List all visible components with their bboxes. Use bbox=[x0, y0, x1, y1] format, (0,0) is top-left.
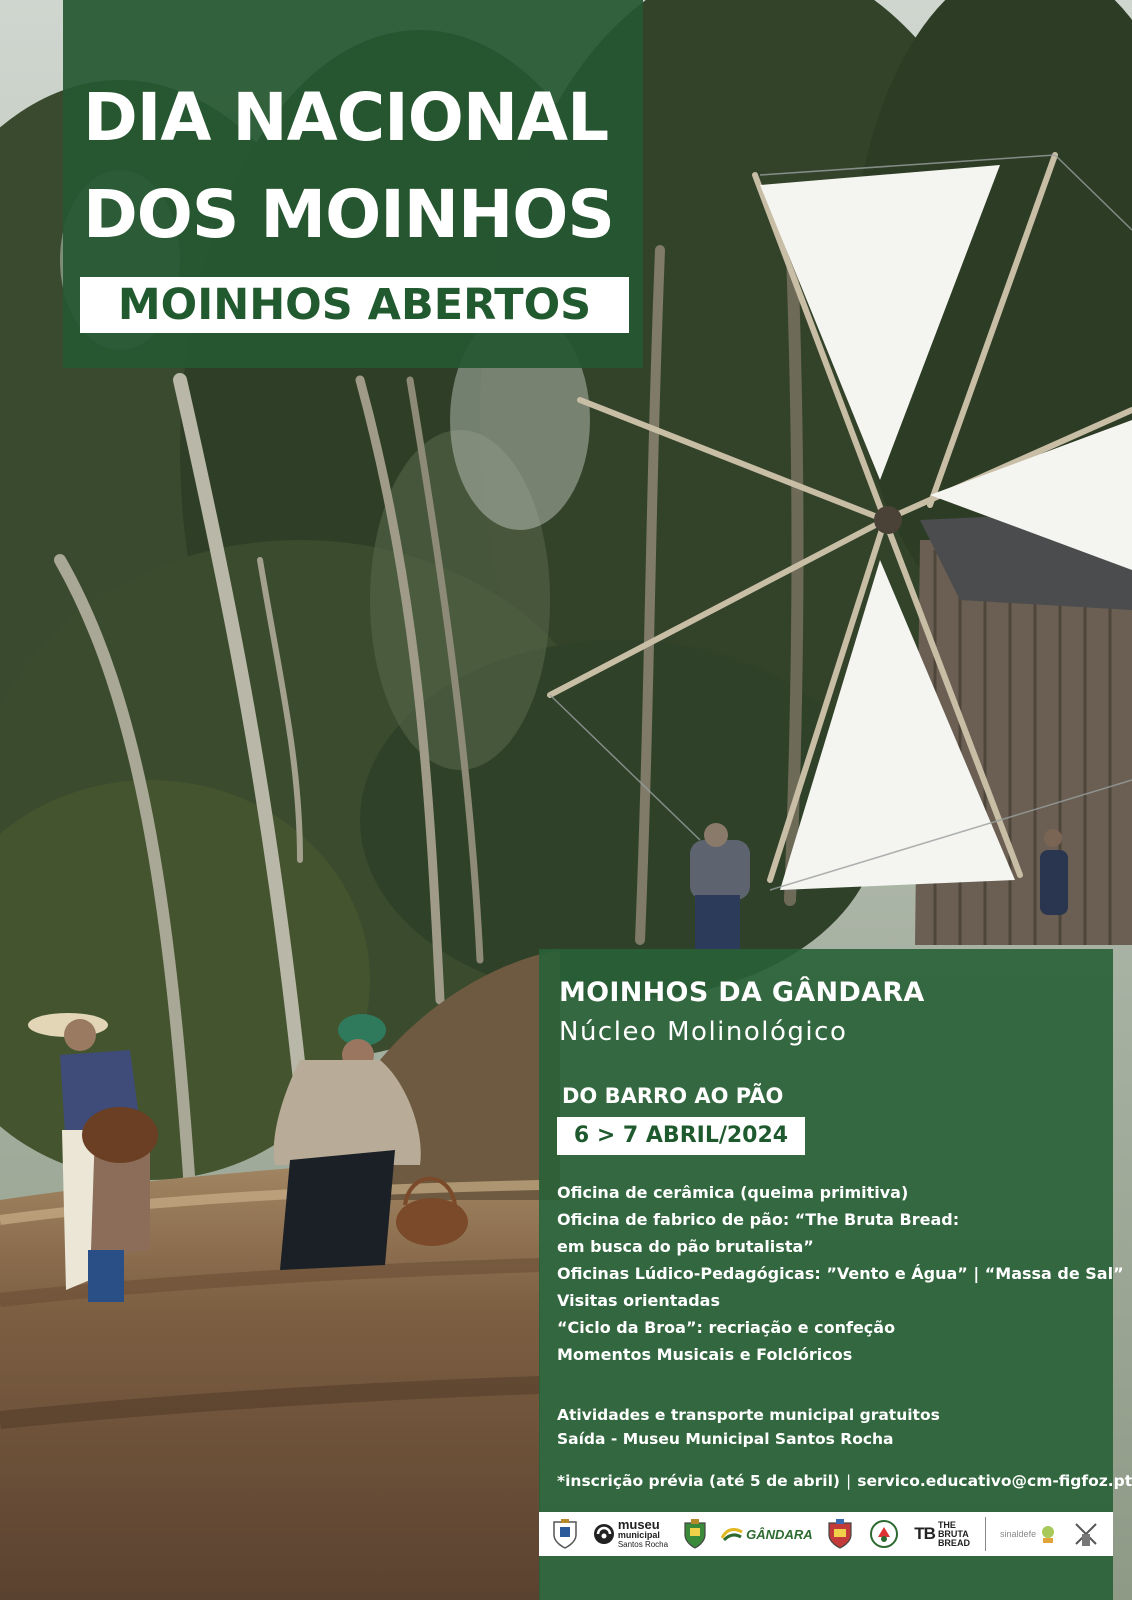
bruta-bread-mark: TB bbox=[914, 1524, 935, 1543]
gandara-logo bbox=[721, 1526, 812, 1542]
junta-crest-logo bbox=[827, 1519, 853, 1549]
activities-list bbox=[557, 1179, 1124, 1368]
museu-logo-line3: Santos Rocha bbox=[617, 1540, 669, 1549]
bruta-bread-logo bbox=[914, 1521, 970, 1548]
folklore-group-logo bbox=[868, 1519, 900, 1549]
venue-subtitle: Núcleo Molinológico bbox=[559, 1017, 848, 1047]
registration-email[interactable]: servico.educativo@cm-figfoz.pt bbox=[857, 1472, 1132, 1490]
transport-line: Saída - Museu Municipal Santos Rocha bbox=[557, 1430, 894, 1448]
separator: | bbox=[846, 1472, 852, 1490]
museu-logo-text: museu bbox=[617, 1517, 660, 1532]
transport-info bbox=[557, 1403, 940, 1451]
windmill-association-logo bbox=[1072, 1520, 1100, 1548]
activity-item: Visitas orientadas bbox=[557, 1291, 720, 1310]
event-dates: 6 > 7 ABRIL/2024 bbox=[557, 1117, 805, 1155]
activity-item: Momentos Musicais e Folclóricos bbox=[557, 1345, 853, 1364]
gandara-logo-text: GÂNDARA bbox=[746, 1526, 813, 1542]
bruta-line-3: BREAD bbox=[937, 1537, 970, 1548]
museu-logo-line2: municipal bbox=[617, 1530, 660, 1540]
sponsor-logos bbox=[539, 1512, 1113, 1556]
event-theme: DO BARRO AO PÃO bbox=[562, 1084, 784, 1108]
title-box bbox=[63, 0, 643, 368]
title-line-1: DIA NACIONAL bbox=[83, 79, 609, 156]
activity-item: Oficina de fabrico de pão: “The Bruta Bread: bbox=[557, 1210, 960, 1229]
sinaldefe-logo-text: sinaldefe bbox=[1000, 1529, 1037, 1539]
venue-name: MOINHOS DA GÂNDARA bbox=[559, 977, 925, 1008]
activity-item: Oficina de cerâmica (queima primitiva) bbox=[557, 1183, 909, 1202]
registration-note: *inscrição prévia (até 5 de abril) bbox=[557, 1472, 840, 1490]
activity-item: em busca do pão brutalista” bbox=[557, 1237, 814, 1256]
municipal-crest-logo bbox=[552, 1519, 578, 1549]
info-panel bbox=[539, 949, 1132, 1600]
title-line-2: DOS MOINHOS bbox=[83, 176, 614, 253]
activity-item: Oficinas Lúdico-Pedagógicas: ”Vento e Água” | “Massa de Sal” bbox=[557, 1264, 1124, 1283]
registration-info bbox=[557, 1472, 1132, 1490]
bruta-line-2: BRUTA bbox=[937, 1528, 969, 1539]
activity-item: “Ciclo da Broa”: recriação e confeção bbox=[557, 1318, 896, 1337]
logo-divider bbox=[985, 1517, 986, 1551]
subtitle-banner: MOINHOS ABERTOS bbox=[80, 277, 629, 333]
bruta-line-1: THE bbox=[937, 1519, 956, 1530]
sinaldefe-logo bbox=[1000, 1524, 1057, 1544]
parish-crest-logo bbox=[683, 1519, 707, 1549]
transport-line: Atividades e transporte municipal gratuitos bbox=[557, 1406, 940, 1424]
museu-municipal-logo bbox=[593, 1519, 668, 1549]
